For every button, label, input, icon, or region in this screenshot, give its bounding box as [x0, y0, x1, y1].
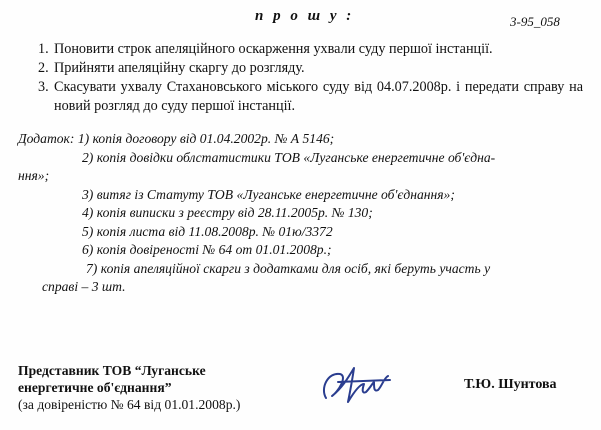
request-text: Поновити строк апеляційного оскарження ухвали суду першої інстанції.	[54, 41, 493, 57]
request-list	[38, 40, 583, 116]
attachment-item-continuation: справі – 3 шт.	[42, 279, 126, 294]
request-text: Прийняти апеляційну скаргу до розгляду.	[54, 60, 305, 76]
attachment-item: 6) копія довіреності № 64 от 01.01.2008р.;	[82, 242, 332, 257]
request-number: 3.	[38, 79, 49, 95]
attachment-item: 1) копія договору від 01.04.2002р. № А 5146;	[77, 131, 335, 146]
attachment-item-continuation: ння»;	[18, 168, 50, 183]
request-heading: п р о ш у :	[255, 8, 355, 24]
signer-block	[18, 362, 240, 413]
request-text: Скасувати ухвалу Стахановського міського суду від 04.07.2008р. і передати справу на новий розгляд до суду першої інстанції.	[54, 79, 583, 114]
request-number: 1.	[38, 41, 49, 57]
handwritten-signature	[318, 358, 396, 410]
attachment-item: 7) копія апеляційної скарги з додатками для осіб, які беруть участь у	[86, 260, 491, 276]
attachment-item: 2) копія довідки облстатистики ТОВ «Луганське енергетичне об'єдна-	[82, 149, 496, 165]
attachment-item: 3) витяг із Статуту ТОВ «Луганське енергетичне об'єднання»;	[82, 186, 455, 202]
attachments-list	[18, 130, 583, 297]
request-item	[38, 78, 583, 116]
signer-authority-line: (за довіреністю № 64 від 01.01.2008р.)	[18, 397, 241, 412]
attachment-line	[18, 130, 583, 149]
document-number: 3-95_058	[510, 14, 560, 29]
request-item	[38, 59, 583, 78]
request-item	[38, 40, 583, 59]
signer-title-line: Представник ТОВ “Луганське	[18, 363, 206, 378]
attachment-item: 5) копія листа від 11.08.2008р. № 01ю/3372	[82, 223, 333, 239]
attachments-label: Додаток:	[18, 131, 75, 146]
signer-title-line: енергетичне об'єднання”	[18, 380, 172, 395]
signer-name: Т.Ю. Шунтова	[464, 377, 557, 392]
request-number: 2.	[38, 60, 49, 76]
attachment-item: 4) копія виписки з реєстру від 28.11.2005р. № 130;	[82, 205, 373, 220]
